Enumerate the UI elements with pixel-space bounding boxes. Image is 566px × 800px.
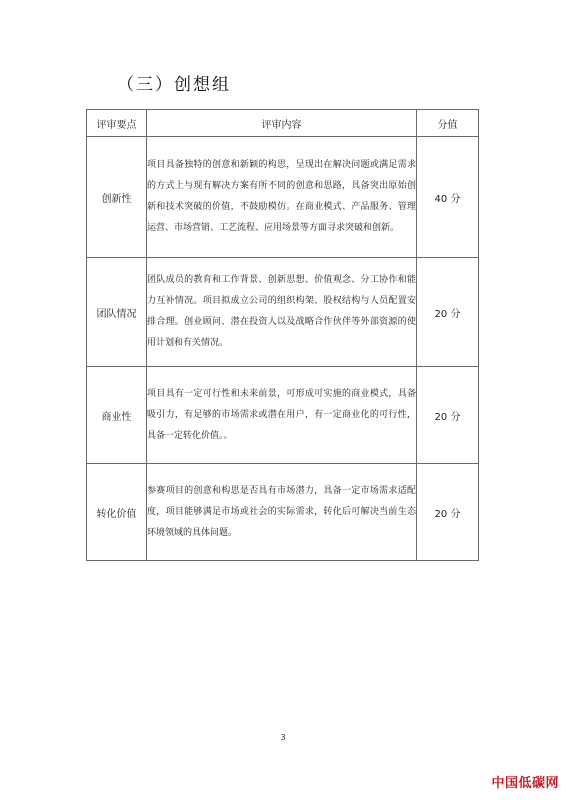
table-row [87, 258, 479, 367]
row-score: 20 分 [417, 367, 479, 464]
table-row [87, 367, 479, 464]
row-key: 商业性 [87, 367, 147, 464]
section-title: （三）创想组 [117, 75, 231, 95]
row-content: 项目具有一定可行性和未来前景，可形成可实施的商业模式，具备吸引力，有足够的市场需求或潜在用户，有一定商业化的可行性，具备一定转化价值。。 [147, 367, 417, 464]
table-header-row [87, 110, 479, 137]
row-key: 转化价值 [87, 464, 147, 561]
row-key: 团队情况 [87, 258, 147, 367]
table-row [87, 464, 479, 561]
row-score: 40 分 [417, 137, 479, 258]
header-content: 评审内容 [147, 110, 417, 137]
row-score: 20 分 [417, 258, 479, 367]
row-score: 20 分 [417, 464, 479, 561]
row-content: 团队成员的教育和工作背景、创新思想、价值观念、分工协作和能力互补情况。项目拟成立公司的组织构架、股权结构与人员配置安排合理。创业顾问、潜在投资人以及战略合作伙伴等外部资源的使用计划和有关情况。 [147, 258, 417, 367]
header-score: 分值 [417, 110, 479, 137]
row-key: 创新性 [87, 137, 147, 258]
evaluation-table [86, 109, 479, 561]
page-number: 3 [280, 733, 286, 742]
header-key: 评审要点 [87, 110, 147, 137]
site-watermark: 中国低碳网 [491, 776, 559, 791]
row-content: 项目具备独特的创意和新颖的构思，呈现出在解决问题或满足需求的方式上与现有解决方案有所不同的创意和思路，具备突出原始创新和技术突破的价值，不鼓励模仿。在商业模式、产品服务、管理运营、市场营销、工艺流程、应用场景等方面寻求突破和创新。 [147, 137, 417, 258]
table-row [87, 137, 479, 258]
row-content: 参赛项目的创意和构思是否具有市场潜力，具备一定市场需求适配度，项目能够满足市场或社会的实际需求，转化后可解决当前生态环境领域的具体问题。 [147, 464, 417, 561]
